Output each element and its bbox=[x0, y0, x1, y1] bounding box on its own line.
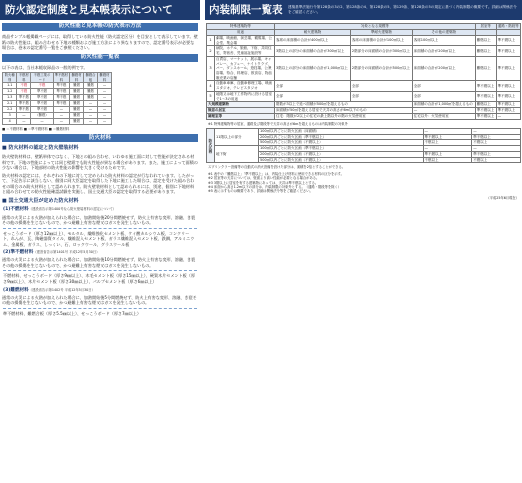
para-2: 防火材料の認定には、それぞれの下地に対して定められた防火材料の認定が行なわれています。したがって、下記告示に該当しない、個別に同大臣認定を取得した下地に施工した場合は、認定を受けた組み合わせの場合のみ防火材料として認められます。防火壁装材料として認められるには、別途、個別に下地材料と組み合わせての防火性能確認試験を実施し、国土交通大臣の認定を取得する必要があります。 bbox=[2, 172, 195, 195]
table-cell: 準不燃 bbox=[53, 82, 69, 88]
table-cell: 1.2 bbox=[3, 88, 17, 94]
table-cell: 難燃 bbox=[84, 82, 98, 88]
table-cell: 難燃 bbox=[70, 118, 84, 124]
row-label: 大規模建築物 bbox=[207, 102, 275, 108]
perf-legend: ■ ＝不燃材料 ■ ＝準不燃材料 ■ ＝難燃材料 bbox=[2, 126, 70, 131]
table-cell: 準不燃以上 bbox=[475, 91, 496, 101]
table-cell: 準不燃 bbox=[31, 94, 53, 100]
table-cell: 3 bbox=[3, 112, 17, 118]
table-cell: 全部 bbox=[412, 91, 475, 101]
table-cell: — bbox=[472, 128, 521, 134]
table-cell: 200㎡以内ごとに防火区画（準不燃以上） bbox=[259, 134, 424, 140]
performance-table bbox=[2, 72, 112, 125]
item3-box: 準不燃材料、難燃合板（厚さ5.5㎜以上）、せっこうボード（厚さ7㎜以上） bbox=[3, 308, 197, 317]
table-cell: — bbox=[98, 112, 112, 118]
row-number: 5 bbox=[207, 91, 215, 101]
perf-header-cell: 不燃工業ボード bbox=[31, 73, 53, 83]
table-row bbox=[207, 36, 521, 46]
table-cell: — bbox=[17, 112, 31, 118]
table-cell: 準不燃以上 bbox=[496, 56, 520, 81]
subheading-performance-table: 防火性能一覧表 bbox=[2, 54, 198, 62]
item2-box: 不燃材料、せっこうボード（厚さ9㎜以上）、木毛セメント板（厚さ15㎜以上）、硬質木片セメント板（厚さ9㎜以上）、木片セメント板（厚さ30㎜以上）、パルプセメント板（厚さ6㎜以上） bbox=[3, 270, 197, 284]
table-cell: 不燃以上 bbox=[472, 157, 521, 163]
section-certification: ■ 防火材料の認定と防火壁装材料 bbox=[2, 145, 198, 152]
table-cell: 3階以上の部分の床面積の合計が1,000㎡以上 bbox=[275, 56, 351, 81]
table-row bbox=[207, 113, 521, 119]
table-cell: 準不燃 bbox=[53, 100, 69, 106]
table-cell: 1.1 bbox=[3, 82, 17, 88]
table-cell: 準不燃以上 bbox=[476, 113, 495, 118]
table-cell: — bbox=[496, 113, 520, 119]
table-cell: 準不燃以上 bbox=[496, 46, 520, 56]
item-noncombustible: (1)不燃材料（建設省告示第1400号なら防火壁装材料の認定について） bbox=[3, 207, 117, 213]
table-cell: — bbox=[423, 128, 472, 134]
table-cell: 難燃 bbox=[70, 106, 84, 112]
row-number: 4 bbox=[207, 81, 215, 91]
table-cell: 準不燃以上 bbox=[476, 108, 495, 113]
table-cell: 500㎡以内ごとに防火区画（不燃以上） bbox=[259, 140, 424, 146]
table-cell: 準不燃以上 bbox=[496, 81, 520, 91]
fire-section-label: 防火区画 bbox=[207, 128, 215, 162]
table-cell: 難燃 bbox=[70, 88, 84, 94]
left-column bbox=[0, 0, 200, 483]
table-cell: 不燃 bbox=[31, 82, 53, 88]
table-cell: 難燃以上 bbox=[475, 46, 496, 56]
table-cell: 不燃 bbox=[17, 88, 31, 94]
table-cell: 難燃 bbox=[70, 94, 84, 100]
table-cell: 200㎡以内ごとに防火区画（不燃以上） bbox=[259, 151, 424, 157]
table-cell: 全部 bbox=[350, 81, 412, 91]
table-cell: 難燃以上 bbox=[475, 102, 496, 108]
table-cell: 百貨店、マーケット、展示場、キャバレー、カフェー、ナイトクラブ、バー、ダンスホール、遊技場、公衆浴場、待合、料理店、飲食店、物品販売業の店舗 bbox=[215, 56, 275, 81]
table-cell: 床面積の合計が1,000㎡を超えるもの bbox=[412, 102, 475, 108]
table-cell: 1.3 bbox=[3, 94, 17, 100]
table-cell: 準不燃以上 bbox=[496, 91, 520, 101]
table-cell: 客席の床面積の合計が400㎡以上 bbox=[275, 36, 351, 46]
table-cell: 全部 bbox=[275, 91, 351, 101]
table-cell: 客席の床面積の合計が100㎡以上 bbox=[350, 36, 412, 46]
table-row bbox=[207, 56, 521, 81]
perf-header-cell: 難燃材料 bbox=[98, 73, 112, 83]
table-cell: — bbox=[53, 112, 69, 118]
table-cell: 準不燃 bbox=[31, 106, 53, 112]
table-cell: 不燃以上 bbox=[423, 140, 472, 146]
table-cell: — bbox=[53, 118, 69, 124]
sub-fireproof: 耐火建築物 bbox=[275, 30, 351, 36]
table-cell: 難燃 bbox=[84, 88, 98, 94]
item-quasi-noncombustible: (2)準不燃材料（建設省告示第1401号 平成12年5月30日） bbox=[3, 250, 100, 256]
table-cell: 地階又は地下工作物内に設ける居室で1～3の用途 bbox=[215, 91, 275, 101]
footnotes bbox=[208, 172, 519, 194]
table-cell: — bbox=[98, 118, 112, 124]
table-cell: 住宅以外：火気使用室 bbox=[412, 113, 475, 119]
table-cell: 全部 bbox=[275, 81, 351, 91]
row-number: 3 bbox=[207, 56, 215, 81]
perf-header-row bbox=[3, 73, 112, 83]
right-header-note: 建築基準法施行令第128条の3の2、第128条の4、第128条の5、第129条、第128条の5の規定に基づく内装制限の概要です。詳細は関係法令をご確認ください。 bbox=[288, 5, 517, 14]
table-cell: 準不燃 bbox=[17, 100, 31, 106]
table-cell: 2階部分の床面積の合計が300㎡以上 bbox=[350, 46, 412, 56]
table-cell: 階数が3以上で延べ面積が500㎡を超えるもの bbox=[275, 102, 413, 108]
table-cell: — bbox=[53, 106, 69, 112]
table-cell: 準不燃 bbox=[31, 88, 53, 94]
table-cell: 準不燃 bbox=[53, 88, 69, 94]
table-cell: 準不燃以上 bbox=[423, 134, 472, 140]
table-cell: — bbox=[98, 106, 112, 112]
table-cell: — bbox=[84, 112, 98, 118]
cond-note: ※1 特殊建築物等の居室、通路及び階段等で天井の高さが6ｍを超えるものは内装制限の対象外 bbox=[208, 121, 348, 126]
sub-use: 用途 bbox=[207, 30, 275, 36]
table-cell: 不燃 bbox=[17, 82, 31, 88]
table-cell: 3階以上の部分の床面積の合計が300㎡以上 bbox=[275, 46, 351, 56]
item1-text: 通常の火災による火熱が加えられた場合に、加熱開始後20分間燃焼せず、防火上有害な変形、溶融、き裂その他の損傷を生じないもので、かつ避難上有害な煙又はガスを発生しないもの。 bbox=[2, 214, 196, 226]
table-cell: 床面積の合計が200㎡以上 bbox=[412, 46, 475, 56]
restriction-table bbox=[206, 23, 521, 120]
perf-header-cell: 不燃材料 bbox=[17, 73, 31, 83]
row-number: 1 bbox=[207, 36, 215, 46]
table-cell: — bbox=[31, 118, 53, 124]
table-cell: 準不燃 bbox=[53, 94, 69, 100]
table-cell: 100㎡以内ごとに防火区画（床面積） bbox=[259, 128, 424, 134]
table-cell: — bbox=[84, 106, 98, 112]
row-label: 調理室等 bbox=[207, 113, 275, 119]
table-cell: 自動車車庫、自動車修理工場、映画スタジオ、テレビスタジオ bbox=[215, 81, 275, 91]
table-row bbox=[3, 118, 112, 124]
table-cell: 準不燃 bbox=[17, 106, 31, 112]
table-cell: 準不燃 bbox=[17, 94, 31, 100]
table-cell: 不燃以上 bbox=[472, 140, 521, 146]
perf-header-cell: 難燃材料 bbox=[70, 73, 84, 83]
perf-header-cell: 防火種別 bbox=[3, 73, 17, 83]
table-cell: — bbox=[412, 108, 475, 114]
table-cell: 準不燃以上 bbox=[496, 102, 520, 108]
footnote: ※1 表中の「難燃以上」「準不燃以上」は、内装仕上げ材料に使用できる材料の区分を示す。 bbox=[208, 171, 344, 176]
table-cell: 500㎡以内ごとに防火区画（不燃以上） bbox=[259, 157, 424, 163]
table-cell: 劇場、映画館、演芸場、観覧場、公会堂、集会場 bbox=[215, 36, 275, 46]
table-row bbox=[207, 81, 521, 91]
date-note: （平成25年6月現在） bbox=[486, 195, 519, 200]
table-row bbox=[207, 91, 521, 101]
row-label: 地下街 bbox=[215, 146, 259, 163]
table-cell: 準不燃以上 bbox=[496, 108, 520, 114]
table-cell: — bbox=[98, 94, 112, 100]
fire-note: スプリンクラー設備等の自動式の消火設備を設けた部分は、面積を2倍とすることができる。 bbox=[208, 165, 346, 170]
footnote: ※3 3階以上に居室を有する建築物にあっては、天井は準不燃以上とする。 bbox=[208, 180, 319, 185]
para-1: 防火壁装材料は、壁紙単体ではなく、下地との組み合わせ、いわゆる施工面に対して性能が決定される材料です。下地の性能によっては同じ壁紙でも防火性能が異なる場合があります。また、施工によって面積の少ない場合は、下地部材の防火性能の影響を大きく受けるためです。 bbox=[2, 154, 198, 171]
perf-header-cell: 難燃合板 bbox=[84, 73, 98, 83]
row-number: 2 bbox=[207, 46, 215, 56]
perf-body bbox=[3, 82, 112, 124]
table-cell: 2階部分の床面積の合計が500㎡以上 bbox=[350, 56, 412, 81]
table-cell: 準不燃 bbox=[31, 100, 53, 106]
table-cell: — bbox=[472, 146, 521, 152]
table-cell: 2.1 bbox=[3, 100, 17, 106]
right-header bbox=[205, 0, 522, 20]
table-cell: — bbox=[84, 100, 98, 106]
table-cell: 床面積の合計が200㎡以上 bbox=[412, 56, 475, 81]
item3-text: 通常の火災による火熱が加えられた場合に、加熱開始後5分間燃焼せず、防火上有害な変形、溶融、き裂その他の損傷を生じないもので、かつ避難上有害な煙又はガスを発生しないもの。 bbox=[2, 294, 197, 306]
perf-header-cell: 準不燃材料 bbox=[54, 73, 68, 82]
perf-note: 以下の表は、当社本帳収録品の一般的例です。 bbox=[2, 64, 88, 70]
footnote: ※2 居室等の天井については、壁面より高い性能が必要となる場合がある。 bbox=[208, 176, 320, 181]
table-cell: （難燃） bbox=[31, 112, 53, 118]
subheading-fire-materials: 防火材料 bbox=[2, 134, 198, 142]
restriction-body bbox=[207, 36, 521, 102]
table-cell: 準不燃以上 bbox=[472, 151, 521, 157]
table-cell: 4 bbox=[3, 118, 17, 124]
table-cell: 客席100㎡以上 bbox=[412, 36, 475, 46]
table-cell: — bbox=[84, 118, 98, 124]
table-cell: 2.2 bbox=[3, 106, 17, 112]
table-cell: — bbox=[98, 88, 112, 94]
table-cell: 全部 bbox=[350, 91, 412, 101]
section-ministry-materials: ■ 国土交通大臣が定めた防火材料 bbox=[2, 198, 198, 205]
table-row bbox=[207, 46, 521, 56]
subheading-performance: 防火性能と見本帳の防火表示方法 bbox=[2, 23, 198, 31]
table-cell: 難燃以上 bbox=[475, 56, 496, 81]
table-cell: 住宅：階数が2以上の住宅の最上階以外の階の火気使用室 bbox=[275, 113, 413, 119]
left-title: 防火認定制度と見本帳表示について bbox=[0, 0, 200, 20]
right-title: 内装制限一覧表 bbox=[209, 3, 283, 16]
item-fire-retardant: (3)難燃材料（建設省告示第1402号 平成12年5月30日） bbox=[3, 287, 95, 293]
intro-text: 商品サンプル帳掲載ページには、取得している防火性能（防火認定区分）を目安として表示しています。壁紙の防火性能は、組み合わせる下地の種類および施工方法により異なりますので、認定番号表示が必要な場合は、巻末の認定番号一覧をご参照ください。 bbox=[2, 34, 198, 51]
footnote: ※5 表に示すものは概要であり、詳細は関係法令等をご確認ください。 bbox=[208, 189, 313, 194]
table-cell: 全部 bbox=[412, 81, 475, 91]
table-cell: 床面積が50㎡を超える居室で天井の高さが6m以下のもの bbox=[275, 108, 413, 114]
col-scale: 対象となる規模等 bbox=[275, 24, 476, 30]
fire-compartment-table bbox=[206, 128, 521, 163]
row-label: 11階以上の部分 bbox=[215, 128, 259, 145]
table-cell: 難燃 bbox=[70, 82, 84, 88]
item1-box: せっこうボード（厚さ12㎜以上）、モルタル、繊維強化セメント板、ケイ酸カルシウム板、コンクリート、れんが、瓦、陶磁器質タイル、繊維混入セメント板、ガラス繊維混入セメント板、鉄鋼、アルミニウム、金属板、ガラス、しっくい、石、ロックウール、グラスウール板 bbox=[3, 228, 197, 248]
misc-body bbox=[207, 102, 521, 119]
table-cell: 難燃 bbox=[70, 100, 84, 106]
table-cell: — bbox=[98, 82, 112, 88]
sub-quasi-fireproof: 準耐火建築物 bbox=[350, 30, 412, 36]
col-passages: 通路・階段等 bbox=[497, 24, 519, 29]
right-column bbox=[205, 0, 522, 483]
col-special-buildings: 特殊建築物等 bbox=[207, 24, 275, 30]
table-cell: — bbox=[17, 118, 31, 124]
sub-other: その他の建築物 bbox=[412, 30, 475, 36]
table-cell: — bbox=[423, 146, 472, 152]
table-cell: 病院、ホテル、旅館、下宿、共同住宅、寄宿舎、児童福祉施設等 bbox=[215, 46, 275, 56]
col-rooms: 居室等 bbox=[475, 24, 496, 30]
table-cell: 準不燃以上 bbox=[475, 81, 496, 91]
table-cell: 準不燃以上 bbox=[423, 151, 472, 157]
row-label: 無窓の居室 bbox=[207, 108, 275, 114]
table-cell: 難燃 bbox=[84, 94, 98, 100]
footnote: ※4 床面から高さ1.2m以下の部分は、内装制限の対象外とする。（通路・階段等を除く） bbox=[208, 185, 342, 189]
table-cell: 100㎡以内ごとに防火区画（準不燃以上） bbox=[259, 146, 424, 152]
table-cell: 準不燃以上 bbox=[496, 36, 520, 46]
table-cell: — bbox=[98, 100, 112, 106]
item2-text: 通常の火災による火熱が加えられた場合に、加熱開始後10分間燃焼せず、防火上有害な変形、溶融、き裂その他の損傷を生じないもので、かつ避難上有害な煙又はガスを発生しないもの。 bbox=[2, 257, 196, 268]
table-cell: 準不燃以上 bbox=[472, 134, 521, 140]
table-cell: 難燃 bbox=[70, 112, 84, 118]
fire-body bbox=[207, 128, 521, 162]
table-cell: 難燃以上 bbox=[475, 36, 496, 46]
table-cell: 不燃以上 bbox=[423, 157, 472, 163]
